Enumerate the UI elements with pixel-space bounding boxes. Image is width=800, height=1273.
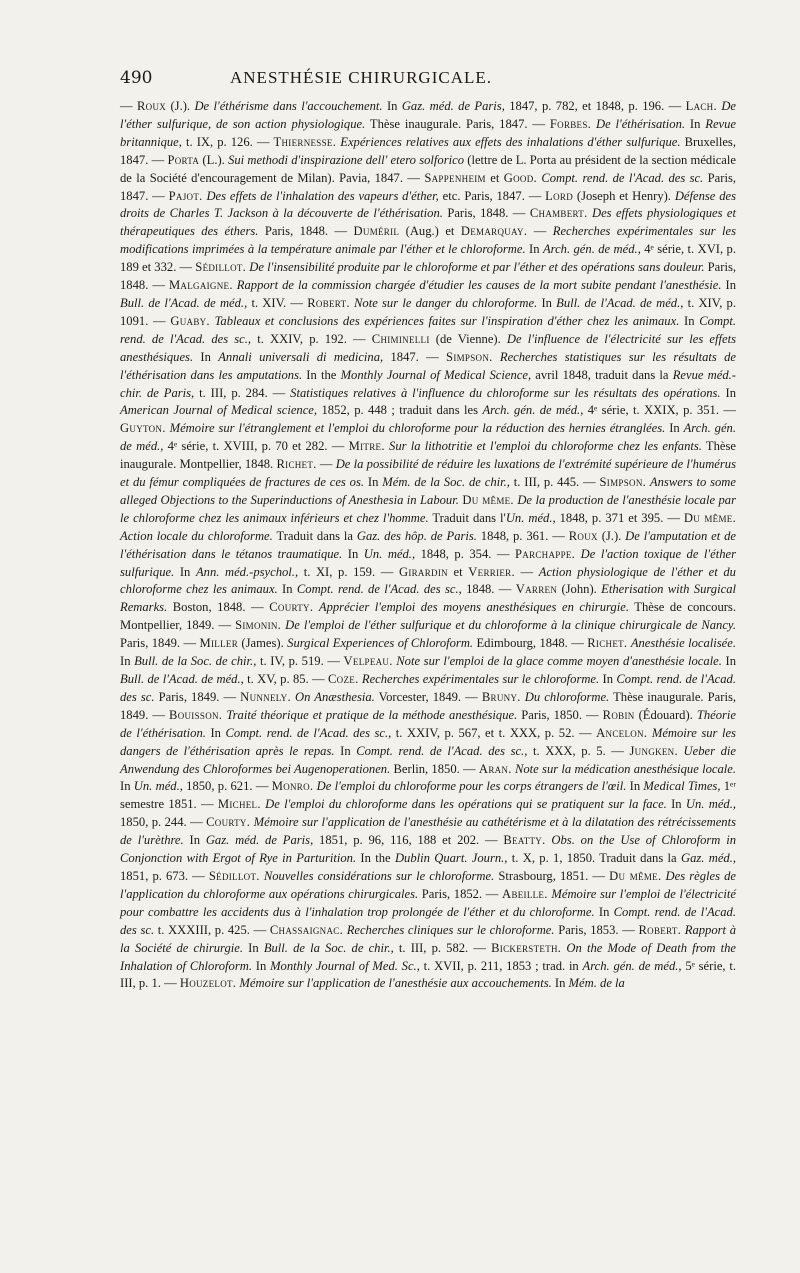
work-title: Statistiques relatives à l'influence du chloroforme sur les résultats des opérations. xyxy=(290,385,721,400)
page-header xyxy=(120,68,736,94)
citation-text: In xyxy=(205,725,226,740)
author-name: Simpson. xyxy=(446,349,493,364)
citation-text: Paris, 1848. — xyxy=(258,224,354,239)
author-name: Du même. xyxy=(609,868,662,883)
author-name: Forbes. xyxy=(549,116,592,131)
author-name: Pajot. xyxy=(168,188,203,203)
citation-text: In xyxy=(525,242,543,257)
author-name: Thiernesse. xyxy=(273,134,337,149)
citation-text xyxy=(493,350,500,364)
work-title: Sui methodi d'inspirazione dell' etero solforico xyxy=(228,152,464,167)
running-title: ANESTHÉSIE CHIRURGICALE. xyxy=(230,68,492,87)
author-name: Courty. xyxy=(269,600,314,615)
citation-text: 4ᵉ série, t. XVI, p. 189 et 332. — xyxy=(120,242,736,275)
citation-text: t. XXX, p. 5. — xyxy=(527,743,630,758)
citation-text: 5ᵉ série, t. III, p. 1. — xyxy=(120,958,736,991)
author-name: Aran. xyxy=(478,761,512,776)
author-name: Miller xyxy=(199,636,238,651)
author-name: Chiminelli xyxy=(371,331,430,346)
work-title: Arch. gén. de méd., xyxy=(482,403,584,418)
author-name: Simpson. xyxy=(599,475,647,490)
work-title: Note sur le danger du chloroforme. xyxy=(354,295,538,310)
citation-text: t. XXIV, p. 192. — xyxy=(251,331,372,346)
citation-text: Paris, 1853. — xyxy=(554,922,639,937)
citation-text: t. III, p. 582. — xyxy=(393,940,492,955)
author-name: Courty. xyxy=(206,815,251,830)
citation-text: In xyxy=(720,385,736,400)
citation-text: 1847, p. 782, et 1848, p. 196. — xyxy=(504,99,686,113)
work-title: Answers to some alleged Objections to the Superinductions of Anesthesia in Labour. xyxy=(120,475,736,507)
citation-text: t. III, p. 445. — xyxy=(509,475,600,490)
citation-text: Paris, 1847. — xyxy=(120,170,736,203)
citation-text: t. XIV. — xyxy=(247,295,308,310)
work-title: Note sur la médication anesthésique locale. xyxy=(514,761,736,776)
citation-text: Paris, 1848. — xyxy=(442,206,530,221)
citation-text: (lettre de L. Porta au président de la section médicale de la Société d'encouragement de Milan). Pavia, 1847. — xyxy=(120,152,736,185)
work-title: Mém. de la Soc. de chir., xyxy=(382,475,510,490)
citation-text: t. X, p. 1, 1850. Traduit dans la xyxy=(507,851,681,866)
citation-text: In xyxy=(243,940,264,955)
citation-text: In the xyxy=(302,367,341,382)
citation-text: 1848, p. 371 et 395. — xyxy=(555,510,684,525)
work-title: Arch. gén. de méd., xyxy=(120,421,736,454)
author-name: Richet. xyxy=(276,457,317,472)
citation-text: (L.). xyxy=(199,152,229,167)
work-title: De l'action toxique de l'éther sulfurique. xyxy=(120,546,736,579)
work-title: Action locale du chloroforme. xyxy=(120,528,273,543)
citation-text: In xyxy=(364,475,383,490)
work-title: Bull. de la Soc. de chir., xyxy=(263,940,394,955)
author-name: Robert. xyxy=(307,295,350,310)
citation-text: 1851, p. 96, 116, 188 et 202. — xyxy=(313,833,504,848)
work-title: Obs. on the Use of Chloroform in Conjonction with Ergot of Rye in Parturition. xyxy=(120,833,736,866)
author-name: Du même. xyxy=(462,492,514,507)
citation-text: 1852, p. 448 ; traduit dans les xyxy=(317,403,483,418)
author-name: Verrier. xyxy=(468,564,515,579)
citation-text: Thèse inaugurale. Paris, 1849. — xyxy=(120,689,736,722)
work-title: Monthly Journal of Med. Sc., xyxy=(270,958,420,973)
citation-text: Traduit dans l' xyxy=(428,510,506,525)
author-name: Coze. xyxy=(327,672,359,686)
citation-text: Paris, 1849. — xyxy=(154,689,241,704)
author-name: Michel. xyxy=(217,797,261,812)
author-name: Bruny. xyxy=(481,689,521,704)
citation-text: t. XI, p. 159. — xyxy=(298,564,399,579)
work-title: De l'emploi du chloroforme dans les opérations qui se pratiquent sur la face. xyxy=(265,797,667,812)
citation-text: et xyxy=(447,564,469,579)
citation-text: Berlin, 1850. — xyxy=(390,761,479,776)
author-name: Jungken. xyxy=(629,743,678,758)
work-title: Un. méd., xyxy=(685,797,737,812)
work-title: Du chloroforme. xyxy=(524,689,610,704)
citation-text: In xyxy=(594,904,614,919)
author-name: Simonin. xyxy=(235,618,282,633)
work-title: Gaz. méd. de Paris, xyxy=(401,99,505,113)
author-name: Nunnely. xyxy=(240,689,291,704)
work-title: Théorie de l'éthérisation. xyxy=(120,707,737,740)
author-name: Good. xyxy=(503,170,537,185)
citation-text: Edimbourg, 1848. — xyxy=(473,636,588,651)
work-title: Recherches expérimentales sur les modifications imprimées à la température animale par l'éther et le chloroforme. xyxy=(120,224,736,257)
work-title: Arch. gén. de méd., xyxy=(542,242,641,257)
work-title: Gaz. méd., xyxy=(680,851,736,866)
citation-text: In xyxy=(599,672,617,686)
citation-text: 1848, p. 354. — xyxy=(415,546,515,561)
work-title: Note sur l'emploi de la glace comme moyen d'anesthésie locale. xyxy=(396,654,722,669)
work-title: Gaz. des hôp. de Paris. xyxy=(356,528,477,543)
work-title: Un. méd., xyxy=(363,546,416,561)
work-title: Mémoire sur l'application de l'anesthésie aux accouchements. xyxy=(239,976,552,991)
work-title: Dublin Quart. Journ., xyxy=(394,851,508,866)
author-name: Velpeau. xyxy=(343,654,393,669)
citation-text: t. IX, p. 126. — xyxy=(181,134,274,149)
citation-text: In xyxy=(342,546,364,561)
citation-text: (J.). xyxy=(166,99,195,113)
citation-text: In xyxy=(537,295,557,310)
author-name: Lord xyxy=(545,188,574,203)
author-name: Du même. xyxy=(683,510,737,525)
citation-text: 4ᵉ série, t. XVIII, p. 70 et 282. — xyxy=(163,439,349,454)
work-title: Bull. de l'Acad. de méd., xyxy=(120,672,244,686)
citation-text: In xyxy=(334,743,357,758)
work-title: De l'éthérisme dans l'accouchement. xyxy=(194,99,383,113)
work-title: De l'insensibilité produite par le chloroforme et par l'éther et des opérations sans douleur. xyxy=(249,260,705,275)
citation-text: t. XV, p. 85. — xyxy=(243,672,328,686)
citation-text: t. XIV, p. 1091. — xyxy=(120,295,737,328)
author-name: Monro. xyxy=(271,779,314,794)
author-name: Chassaignac. xyxy=(269,922,344,937)
author-name: Sédillot. xyxy=(208,868,260,883)
work-title: Sur la lithotritie et l'emploi du chloroforme chez les enfants. xyxy=(389,439,702,454)
work-title: Un. méd., xyxy=(133,779,183,794)
citation-text: Thèse inaugurale. Paris, 1847. — xyxy=(365,116,550,131)
work-title: Mémoire sur l'étranglement et l'emploi du chloroforme pour la réduction des hernies étranglées. xyxy=(169,421,666,436)
author-name: Richet. xyxy=(587,636,628,651)
author-name: Ancelon. xyxy=(596,725,648,740)
author-name: Duméril xyxy=(353,224,400,239)
citation-text: (Joseph et Henry). xyxy=(573,188,675,203)
author-name: Beatty. xyxy=(503,833,546,848)
author-name: Malgaigne. xyxy=(168,278,233,293)
work-title: Compt. rend. de l'Acad. des sc., xyxy=(225,725,392,740)
work-title: On the Mode of Death from the Inhalation of Chloroform. xyxy=(120,940,737,973)
work-title: Revue méd.-chir. de Paris, xyxy=(120,367,736,400)
work-title: Anesthésie localisée. xyxy=(630,636,736,651)
citation-text: Traduit dans la xyxy=(272,528,357,543)
citation-text: Boston, 1848. — xyxy=(167,600,270,615)
citation-text: Paris, 1850. — xyxy=(517,707,603,722)
citation-text: t. XVII, p. 211, 1853 ; trad. in xyxy=(419,958,583,973)
work-title: Des effets physiologiques et thérapeutiques des éthers. xyxy=(120,206,737,239)
citation-text: t. XXXIII, p. 425. — xyxy=(154,922,270,937)
citation-text: — xyxy=(527,224,553,239)
author-name: Girardin xyxy=(398,564,448,579)
work-title: Mémoire sur les dangers de l'éthérisation après le repas. xyxy=(120,725,736,758)
citation-text: — xyxy=(120,99,137,113)
citation-text: (J.). xyxy=(597,528,626,543)
work-title: Traité théorique et pratique de la méthode anesthésique. xyxy=(226,707,518,722)
work-title: Action physiologique de l'éther et du chloroforme chez les animaux. xyxy=(120,564,736,597)
work-title: Bull. de l'Acad. de méd., xyxy=(120,295,248,310)
work-title: Compt. rend. de l'Acad. des sc. xyxy=(541,170,704,185)
citation-text: etc. Paris, 1847. — xyxy=(438,188,546,203)
citation-text: In xyxy=(252,958,271,973)
work-title: Compt. rend. de l'Acad. des sc. xyxy=(120,672,737,704)
citation-text: (James). xyxy=(238,636,288,651)
author-name: Guyton. xyxy=(120,421,166,436)
work-title: Compt. rend. de l'Acad. des sc., xyxy=(296,582,462,597)
work-title: Un. méd., xyxy=(505,510,556,525)
citation-text: Paris, 1852. — xyxy=(418,886,503,901)
work-title: Revue britannique, xyxy=(120,116,737,149)
work-title: De l'amputation et de l'éthérisation dans le tétanos traumatique. xyxy=(120,528,736,561)
citation-text: Vorcester, 1849. — xyxy=(374,689,482,704)
work-title: On Anæsthesia. xyxy=(295,689,375,704)
work-title: De l'influence de l'électricité sur les effets anesthésiques. xyxy=(120,331,736,364)
citation-text: 1851, p. 673. — xyxy=(120,868,209,883)
citation-text: avril 1848, traduit dans la xyxy=(531,367,673,382)
work-title: Compt. rend. de l'Acad. des sc., xyxy=(120,313,736,346)
citation-text: 1848. — xyxy=(461,582,516,597)
citation-text: Thèse de concours. Montpellier, 1849. — xyxy=(120,600,736,633)
work-title: Expériences relatives aux effets des inhalations d'éther sulfurique. xyxy=(340,134,681,149)
work-title: Annali universali di medicina, xyxy=(218,349,384,364)
citation-text: (de Vienne). xyxy=(429,331,507,346)
work-title: De l'emploi du chloroforme pour les corps étrangers de l'œil. xyxy=(316,779,627,794)
work-title: Recherches expérimentales sur le chloroforme. xyxy=(361,672,600,686)
author-name: Robin xyxy=(602,707,635,722)
work-title: De la possibilité de réduire les luxations de l'extrémité supérieure de l'humérus et du fémur compliquées de fractures de ces os. xyxy=(120,457,736,490)
work-title: Arch. gén. de méd., xyxy=(582,958,682,973)
citation-text: In xyxy=(183,833,206,848)
citation-text: t. III, p. 284. — xyxy=(194,385,291,400)
author-name: Bouisson. xyxy=(169,707,223,722)
citation-text: — xyxy=(514,564,539,579)
citation-text: 1848, p. 361. — xyxy=(476,528,569,543)
citation-text: 1847. — xyxy=(383,349,447,364)
author-name: Lach. xyxy=(685,99,717,113)
work-title: Gaz. méd. de Paris, xyxy=(205,833,314,848)
citation-text: Paris, 1848. — xyxy=(120,260,736,293)
work-title: Des règles de l'application du chloroforme aux opérations chirurgicales. xyxy=(120,868,737,901)
author-name: Varren xyxy=(515,582,558,597)
work-title: Bull. de la Soc. de chir., xyxy=(134,654,257,669)
citation-text: (John). xyxy=(557,582,602,597)
work-title: Nouvelles considérations sur le chloroforme. xyxy=(263,868,495,883)
work-title: Défense des droits de Charles T. Jackson à la découverte de l'éthérisation. xyxy=(120,188,737,221)
citation-text: In xyxy=(193,349,219,364)
citation-text: Bruxelles, 1847. — xyxy=(120,134,736,167)
citation-text: In xyxy=(721,654,737,669)
citation-text: In xyxy=(666,797,686,812)
author-name: Sappenheim xyxy=(424,170,486,185)
citation-text: 1850, p. 621. — xyxy=(182,779,272,794)
citation-text: In xyxy=(679,313,700,328)
citation-text: In xyxy=(174,564,196,579)
work-title: De l'emploi de l'éther sulfurique et du chloroforme à la clinique chirurgicale de Nancy. xyxy=(285,618,736,633)
author-name: Houzelot. xyxy=(179,976,237,991)
work-title: Mémoire sur l'application de l'anesthésie au cathétérisme et à la dilatation des rétrécissements de l'urèthre. xyxy=(120,815,736,848)
citation-text: In xyxy=(721,278,736,293)
author-name: Mitre. xyxy=(348,439,385,454)
work-title: Mémoire sur l'emploi de l'électricité pour combattre les accidents dus à l'inhalation trop prolongée de l'éther et du chloroforme. xyxy=(120,886,736,919)
bibliography-paragraph xyxy=(120,98,736,993)
work-title: Monthly Journal of Medical Science, xyxy=(340,367,532,382)
author-name: Guaby. xyxy=(170,313,210,328)
citation-text: In xyxy=(626,779,644,794)
work-title: Etherisation with Surgical Remarks. xyxy=(120,582,736,615)
work-title: Recherches statistiques sur les résultats de l'éthérisation dans les amputations. xyxy=(120,349,736,382)
author-name: Bickersteth. xyxy=(491,940,562,955)
author-name: Demarquay. xyxy=(460,224,528,239)
citation-text: In xyxy=(277,582,297,597)
citation-text: In xyxy=(551,976,569,991)
author-name: Porta xyxy=(167,152,200,167)
citation-text: (Aug.) et xyxy=(399,224,461,239)
author-name: Parchappe. xyxy=(514,546,576,561)
citation-text: In the xyxy=(356,851,395,866)
citation-text: t. IV, p. 519. — xyxy=(256,654,344,669)
author-name: Roux xyxy=(568,528,598,543)
author-name: Chambert. xyxy=(529,206,588,221)
bibliography-body xyxy=(120,98,736,993)
citation-text: (Édouard). xyxy=(634,707,697,722)
work-title: American Journal of Medical science, xyxy=(120,403,318,418)
citation-text: et xyxy=(485,170,504,185)
citation-text: In xyxy=(685,116,706,131)
author-name: Abeille. xyxy=(502,886,548,901)
citation-text: In xyxy=(665,421,684,436)
work-title: Mém. de la xyxy=(568,976,625,991)
work-title: Compt. rend. de l'Acad. des sc. xyxy=(120,904,736,937)
work-title: Rapport à la Société de chirurgie. xyxy=(120,922,736,955)
citation-text: Thèse inaugurale. Montpellier, 1848. xyxy=(120,439,737,472)
citation-text: Strasbourg, 1851. — xyxy=(494,868,610,883)
citation-text: t. XXIV, p. 567, et t. XXX, p. 52. — xyxy=(391,725,597,740)
work-title: De l'éther sulfurique, de son action physiologique. xyxy=(120,99,736,131)
work-title: Medical Times, xyxy=(643,779,721,794)
citation-text: 1ᵉʳ semestre 1851. — xyxy=(120,779,737,812)
work-title: De la production de l'anesthésie locale par le chloroforme chez les animaux inférieurs et chez l'homme. xyxy=(120,492,736,525)
page-number: 490 xyxy=(120,68,153,88)
work-title: Apprécier l'emploi des moyens anesthésiques en chirurgie. xyxy=(318,600,629,615)
work-title: Rapport de la commission chargée d'étudier les causes de la mort subite pendant l'anesthésie. xyxy=(236,278,722,293)
citation-text: In xyxy=(120,654,135,669)
work-title: Tableaux et conclusions des expériences faites sur l'inspiration d'éther chez les animaux. xyxy=(214,313,680,328)
citation-text: In xyxy=(382,99,402,113)
author-name: Roux xyxy=(136,99,167,113)
work-title: Ann. méd.-psychol., xyxy=(195,564,299,579)
work-title: Ueber die Anwendung des Chloroformes bei Augenoperationen. xyxy=(120,743,736,776)
work-title: De l'éthérisation. xyxy=(595,116,686,131)
citation-text: 1850, p. 244. — xyxy=(120,815,207,830)
work-title: Compt. rend. de l'Acad. des sc., xyxy=(356,743,528,758)
work-title: Surgical Experiences of Chloroform. xyxy=(287,636,474,651)
citation-text: — xyxy=(316,457,336,472)
work-title: Recherches cliniques sur le chloroforme. xyxy=(346,922,555,937)
work-title: Bull. de l'Acad. de méd., xyxy=(556,295,684,310)
citation-text: Paris, 1849. — xyxy=(120,636,200,651)
work-title: Des effets de l'inhalation des vapeurs d'éther, xyxy=(206,188,439,203)
author-name: Robert. xyxy=(638,922,682,937)
author-name: Sédillot. xyxy=(195,260,247,275)
citation-text: 4ᵉ série, t. XXIX, p. 351. — xyxy=(583,403,737,418)
citation-text: In xyxy=(120,779,134,794)
